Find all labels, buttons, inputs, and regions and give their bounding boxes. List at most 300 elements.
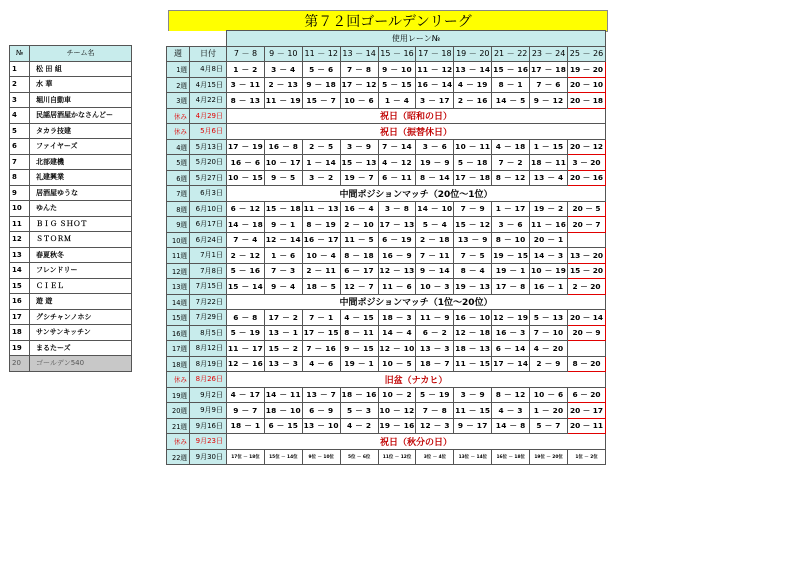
match-cell: 9 － 17: [454, 418, 492, 434]
match-cell: 12 － 3: [416, 418, 454, 434]
team-number: 6: [10, 139, 30, 155]
match-cell: 13 － 9: [454, 232, 492, 248]
match-cell: 12 － 13: [378, 263, 416, 279]
schedule-row: [167, 356, 606, 372]
match-cell: 3 － 2: [302, 170, 340, 186]
match-cell: 14 － 11: [264, 387, 302, 403]
schedule-row: [167, 294, 606, 310]
match-cell: 9 － 14: [416, 263, 454, 279]
team-row: [10, 61, 132, 77]
team-name: 民謡居酒屋かなさんどー: [30, 108, 132, 124]
match-cell: 16 － 17: [302, 232, 340, 248]
match-cell: 18 － 13: [454, 341, 492, 357]
team-row: [10, 185, 132, 201]
match-cell: 3 － 11: [227, 77, 265, 93]
match-cell: 8 － 4: [454, 263, 492, 279]
team-number: 14: [10, 263, 30, 279]
match-cell: 16 － 10: [454, 310, 492, 326]
match-cell: 8 － 10: [492, 232, 530, 248]
match-cell: 15 － 12: [454, 217, 492, 233]
match-cell: 15 － 14: [227, 279, 265, 295]
date-cell: 8月19日: [190, 356, 227, 372]
date-cell: 4月8日: [190, 62, 227, 78]
team-number: 2: [10, 77, 30, 93]
match-cell: 5 － 4: [416, 217, 454, 233]
match-cell: 18 － 1: [227, 418, 265, 434]
match-cell: 8 － 12: [492, 170, 530, 186]
header-spacer: [167, 31, 227, 47]
schedule-row: [167, 232, 606, 248]
match-cell: 19 － 20: [568, 62, 606, 78]
special-match-note: 中間ポジションマッチ（1位～20位）: [227, 294, 606, 310]
match-cell: 3 － 4: [264, 62, 302, 78]
match-cell: 18 － 3: [378, 310, 416, 326]
schedule-row: [167, 325, 606, 341]
week-cell: 12週: [167, 263, 190, 279]
match-cell: 2 － 13: [264, 77, 302, 93]
schedule-row: [167, 387, 606, 403]
match-cell: 2 － 18: [416, 232, 454, 248]
match-cell: 19 － 1: [492, 263, 530, 279]
holiday-note: 祝日（昭和の日）: [227, 108, 606, 124]
date-cell: 6月17日: [190, 217, 227, 233]
match-cell: 5位 － 6位: [340, 449, 378, 465]
team-name: フレンドリー: [30, 263, 132, 279]
team-name: タカラ技建: [30, 123, 132, 139]
date-cell: 6月24日: [190, 232, 227, 248]
match-cell: 20 － 5: [568, 201, 606, 217]
date-cell: 6月3日: [190, 186, 227, 202]
lane-header: 21 － 22: [492, 46, 530, 62]
match-cell: 12 － 14: [264, 232, 302, 248]
empty-cell: [568, 232, 606, 248]
match-cell: 10 － 11: [454, 139, 492, 155]
match-cell: 19 － 1: [340, 356, 378, 372]
team-number: 9: [10, 185, 30, 201]
match-cell: 18 － 11: [530, 155, 568, 171]
date-cell: 7月29日: [190, 310, 227, 326]
schedule-row: [167, 418, 606, 434]
match-cell: 4 － 15: [340, 310, 378, 326]
match-cell: 17 － 18: [530, 62, 568, 78]
match-cell: 16 － 14: [416, 77, 454, 93]
lane-header: 11 － 12: [302, 46, 340, 62]
match-cell: 9 － 1: [264, 217, 302, 233]
date-cell: 4月22日: [190, 93, 227, 109]
schedule-row: [167, 248, 606, 264]
match-cell: 4 － 2: [340, 418, 378, 434]
match-cell: 3 － 9: [454, 387, 492, 403]
page-title: 第７２回ゴールデンリーグ: [168, 10, 608, 32]
team-number: 16: [10, 294, 30, 310]
match-cell: 15 － 18: [264, 201, 302, 217]
match-cell: 20 － 14: [568, 310, 606, 326]
match-cell: 14 － 4: [378, 325, 416, 341]
schedule-row: [167, 372, 606, 388]
match-cell: 1 － 17: [492, 201, 530, 217]
team-row: [10, 170, 132, 186]
week-cell: 休み: [167, 372, 190, 388]
match-cell: 20 － 12: [568, 139, 606, 155]
week-cell: 休み: [167, 434, 190, 450]
match-cell: 8 － 12: [492, 387, 530, 403]
match-cell: 11 － 15: [454, 356, 492, 372]
week-cell: 16週: [167, 325, 190, 341]
match-cell: 13位 － 14位: [454, 449, 492, 465]
match-cell: 14 － 8: [492, 418, 530, 434]
match-cell: 17 － 14: [492, 356, 530, 372]
match-cell: 16 － 8: [264, 139, 302, 155]
match-cell: 20 － 10: [568, 77, 606, 93]
date-cell: 7月15日: [190, 279, 227, 295]
week-cell: 休み: [167, 108, 190, 124]
team-name: 松 田 組: [30, 61, 132, 77]
holiday-note: 祝日（秋分の日）: [227, 434, 606, 450]
match-cell: 10 － 2: [378, 387, 416, 403]
lane-header: 13 － 14: [340, 46, 378, 62]
match-cell: 12 － 18: [454, 325, 492, 341]
team-no-header: №: [10, 46, 30, 62]
match-cell: 17 － 13: [378, 217, 416, 233]
match-cell: 4 － 12: [378, 155, 416, 171]
match-cell: 3 － 20: [568, 155, 606, 171]
schedule-row: [167, 170, 606, 186]
week-cell: 3週: [167, 93, 190, 109]
match-cell: 9 － 15: [340, 341, 378, 357]
match-cell: 9位 － 10位: [302, 449, 340, 465]
match-cell: 19 － 9: [416, 155, 454, 171]
week-cell: 22週: [167, 449, 190, 465]
team-name: ＣＩＥＬ: [30, 278, 132, 294]
match-cell: 4 － 17: [227, 387, 265, 403]
lane-header: 15 － 16: [378, 46, 416, 62]
match-cell: 5 － 6: [302, 62, 340, 78]
match-cell: 11 － 9: [416, 310, 454, 326]
match-cell: 13 － 3: [264, 356, 302, 372]
week-cell: 7週: [167, 186, 190, 202]
team-row: [10, 216, 132, 232]
match-cell: 2 － 9: [530, 356, 568, 372]
match-cell: 5 － 16: [227, 263, 265, 279]
match-cell: 2 － 10: [340, 217, 378, 233]
match-cell: 11位 － 12位: [378, 449, 416, 465]
match-cell: 10 － 6: [340, 93, 378, 109]
match-cell: 5 － 7: [530, 418, 568, 434]
team-name: 遊 遊: [30, 294, 132, 310]
date-cell: 9月16日: [190, 418, 227, 434]
match-cell: 7 － 16: [302, 341, 340, 357]
match-cell: 14 － 3: [530, 248, 568, 264]
match-cell: 6 － 19: [378, 232, 416, 248]
match-cell: 7 － 6: [530, 77, 568, 93]
team-row: [10, 108, 132, 124]
match-cell: 13 － 14: [454, 62, 492, 78]
schedule-row: [167, 155, 606, 171]
match-cell: 10 － 15: [227, 170, 265, 186]
match-cell: 6 － 2: [416, 325, 454, 341]
match-cell: 8 － 1: [492, 77, 530, 93]
match-cell: 3 － 17: [416, 93, 454, 109]
date-cell: 8月12日: [190, 341, 227, 357]
match-cell: 4 － 18: [492, 139, 530, 155]
match-cell: 6 － 17: [340, 263, 378, 279]
match-cell: 13 － 3: [416, 341, 454, 357]
match-cell: 19 － 7: [340, 170, 378, 186]
match-cell: 8 － 13: [227, 93, 265, 109]
match-cell: 1 － 2: [227, 62, 265, 78]
match-cell: 2 － 16: [454, 93, 492, 109]
match-cell: 4 － 6: [302, 356, 340, 372]
date-cell: 9月23日: [190, 434, 227, 450]
team-row: [10, 356, 132, 372]
date-cell: 5月13日: [190, 139, 227, 155]
team-number: 19: [10, 340, 30, 356]
lanes-title-row: [167, 31, 606, 47]
empty-cell: [568, 341, 606, 357]
match-cell: 18 － 16: [340, 387, 378, 403]
match-cell: 10 － 3: [416, 279, 454, 295]
schedule-row: [167, 201, 606, 217]
lane-header: 19 － 20: [454, 46, 492, 62]
match-cell: 7 － 4: [227, 232, 265, 248]
lane-header-row: [167, 46, 606, 62]
date-cell: 7月22日: [190, 294, 227, 310]
team-row: [10, 263, 132, 279]
match-cell: 15 － 13: [340, 155, 378, 171]
week-cell: 休み: [167, 124, 190, 140]
team-number: 12: [10, 232, 30, 248]
team-name: 堀川自動車: [30, 92, 132, 108]
week-cell: 9週: [167, 217, 190, 233]
match-cell: 18 － 5: [302, 279, 340, 295]
match-cell: 5 － 15: [378, 77, 416, 93]
team-row: [10, 278, 132, 294]
team-row: [10, 92, 132, 108]
match-cell: 11 － 19: [264, 93, 302, 109]
match-cell: 9 － 18: [302, 77, 340, 93]
match-cell: 3 － 8: [378, 201, 416, 217]
team-header-row: [10, 46, 132, 62]
match-cell: 12 － 7: [340, 279, 378, 295]
match-cell: 13 － 10: [302, 418, 340, 434]
schedule-row: [167, 217, 606, 233]
match-cell: 15 － 7: [302, 93, 340, 109]
match-cell: 7 － 5: [454, 248, 492, 264]
match-cell: 20 － 11: [568, 418, 606, 434]
match-cell: 2 － 5: [302, 139, 340, 155]
match-cell: 3 － 9: [340, 139, 378, 155]
team-name: 居酒屋ゆうな: [30, 185, 132, 201]
match-cell: 9 － 5: [264, 170, 302, 186]
match-cell: 16位 － 18位: [492, 449, 530, 465]
week-cell: 19週: [167, 387, 190, 403]
match-cell: 9 － 7: [227, 403, 265, 419]
match-cell: 17 － 15: [302, 325, 340, 341]
match-cell: 6 － 9: [302, 403, 340, 419]
match-cell: 5 － 13: [530, 310, 568, 326]
week-cell: 13週: [167, 279, 190, 295]
match-cell: 9 － 4: [264, 279, 302, 295]
team-number: 10: [10, 201, 30, 217]
match-cell: 5 － 19: [227, 325, 265, 341]
match-cell: 11 － 13: [302, 201, 340, 217]
match-cell: 1 － 4: [378, 93, 416, 109]
date-cell: 9月9日: [190, 403, 227, 419]
match-cell: 17 － 8: [492, 279, 530, 295]
team-row: [10, 232, 132, 248]
match-cell: 12 － 16: [227, 356, 265, 372]
team-number: 13: [10, 247, 30, 263]
match-cell: 1 － 20: [530, 403, 568, 419]
match-cell: 10 － 17: [264, 155, 302, 171]
match-cell: 1位 － 2位: [568, 449, 606, 465]
team-number: 7: [10, 154, 30, 170]
team-name: 水 華: [30, 77, 132, 93]
schedule-table: [166, 30, 606, 465]
week-cell: 14週: [167, 294, 190, 310]
match-cell: 20 － 7: [568, 217, 606, 233]
match-cell: 11 － 6: [378, 279, 416, 295]
match-cell: 11 － 16: [530, 217, 568, 233]
match-cell: 8 － 11: [340, 325, 378, 341]
match-cell: 2 － 12: [227, 248, 265, 264]
week-cell: 8週: [167, 201, 190, 217]
team-name: 北部建機: [30, 154, 132, 170]
team-name: ＢＩＧ ＳＨＯＴ: [30, 216, 132, 232]
team-name: 礼建興業: [30, 170, 132, 186]
match-cell: 7 － 1: [302, 310, 340, 326]
match-cell: 12 － 19: [492, 310, 530, 326]
match-cell: 6 － 20: [568, 387, 606, 403]
team-name: グシチャンノホシ: [30, 309, 132, 325]
date-cell: 7月8日: [190, 263, 227, 279]
match-cell: 19 － 2: [530, 201, 568, 217]
team-name: ファイヤーズ: [30, 139, 132, 155]
match-cell: 14 － 10: [416, 201, 454, 217]
match-cell: 14 － 18: [227, 217, 265, 233]
schedule-row: [167, 77, 606, 93]
match-cell: 11 － 15: [454, 403, 492, 419]
schedule-row: [167, 186, 606, 202]
team-name: まるたーズ: [30, 340, 132, 356]
match-cell: 7 － 11: [416, 248, 454, 264]
match-cell: 1 － 15: [530, 139, 568, 155]
schedule-row: [167, 62, 606, 78]
match-cell: 20 － 16: [568, 170, 606, 186]
match-cell: 11 － 5: [340, 232, 378, 248]
match-cell: 10 － 4: [302, 248, 340, 264]
match-cell: 17 － 18: [454, 170, 492, 186]
match-cell: 20 － 9: [568, 325, 606, 341]
schedule-row: [167, 434, 606, 450]
match-cell: 16 － 1: [530, 279, 568, 295]
match-cell: 10 － 5: [378, 356, 416, 372]
match-cell: 1 － 14: [302, 155, 340, 171]
match-cell: 16 － 3: [492, 325, 530, 341]
match-cell: 7 － 8: [416, 403, 454, 419]
match-cell: 2 － 11: [302, 263, 340, 279]
match-cell: 7 － 8: [340, 62, 378, 78]
match-cell: 13 － 1: [264, 325, 302, 341]
team-row: [10, 201, 132, 217]
match-cell: 8 － 20: [568, 356, 606, 372]
week-cell: 5週: [167, 155, 190, 171]
match-cell: 17 － 19: [227, 139, 265, 155]
date-cell: 6月10日: [190, 201, 227, 217]
team-name: 春夏秋冬: [30, 247, 132, 263]
team-row: [10, 325, 132, 341]
match-cell: 17位 － 18位: [227, 449, 265, 465]
match-cell: 7 － 2: [492, 155, 530, 171]
match-cell: 6 － 8: [227, 310, 265, 326]
match-cell: 5 － 19: [416, 387, 454, 403]
match-cell: 20 － 1: [530, 232, 568, 248]
match-cell: 10 － 6: [530, 387, 568, 403]
schedule-row: [167, 139, 606, 155]
match-cell: 11 － 12: [416, 62, 454, 78]
team-row: [10, 340, 132, 356]
match-cell: 18 － 7: [416, 356, 454, 372]
team-row: [10, 123, 132, 139]
date-cell: 9月30日: [190, 449, 227, 465]
match-cell: 20 － 17: [568, 403, 606, 419]
match-cell: 7 － 9: [454, 201, 492, 217]
match-cell: 9 － 12: [530, 93, 568, 109]
match-cell: 7 － 14: [378, 139, 416, 155]
match-cell: 13 － 4: [530, 170, 568, 186]
date-cell: 9月2日: [190, 387, 227, 403]
schedule-row: [167, 403, 606, 419]
date-cell: 8月26日: [190, 372, 227, 388]
match-cell: 12 － 10: [378, 341, 416, 357]
match-cell: 16 － 4: [340, 201, 378, 217]
match-cell: 17 － 12: [340, 77, 378, 93]
week-cell: 2週: [167, 77, 190, 93]
lane-header: 25 － 26: [568, 46, 606, 62]
match-cell: 1 － 6: [264, 248, 302, 264]
team-name: サンサンキッチン: [30, 325, 132, 341]
match-cell: 9 － 10: [378, 62, 416, 78]
date-cell: 5月6日: [190, 124, 227, 140]
match-cell: 4 － 19: [454, 77, 492, 93]
team-row: [10, 294, 132, 310]
week-cell: 4週: [167, 139, 190, 155]
match-cell: 20 － 18: [568, 93, 606, 109]
team-number: 5: [10, 123, 30, 139]
week-cell: 20週: [167, 403, 190, 419]
holiday-note: 旧盆（ナカヒ）: [227, 372, 606, 388]
match-cell: 15 － 2: [264, 341, 302, 357]
date-cell: 4月29日: [190, 108, 227, 124]
schedule-row: [167, 279, 606, 295]
match-cell: 3位 － 4位: [416, 449, 454, 465]
match-cell: 11 － 17: [227, 341, 265, 357]
match-cell: 3 － 6: [492, 217, 530, 233]
match-cell: 5 － 18: [454, 155, 492, 171]
match-cell: 19 － 16: [378, 418, 416, 434]
team-row: [10, 247, 132, 263]
lanes-title: 使用レーン№: [227, 31, 606, 47]
special-match-note: 中間ポジションマッチ（20位～1位）: [227, 186, 606, 202]
team-number: 11: [10, 216, 30, 232]
week-cell: 21週: [167, 418, 190, 434]
schedule-row: [167, 124, 606, 140]
team-row: [10, 77, 132, 93]
lane-header: 23 － 24: [530, 46, 568, 62]
schedule-row: [167, 449, 606, 465]
date-cell: 7月1日: [190, 248, 227, 264]
schedule-row: [167, 341, 606, 357]
